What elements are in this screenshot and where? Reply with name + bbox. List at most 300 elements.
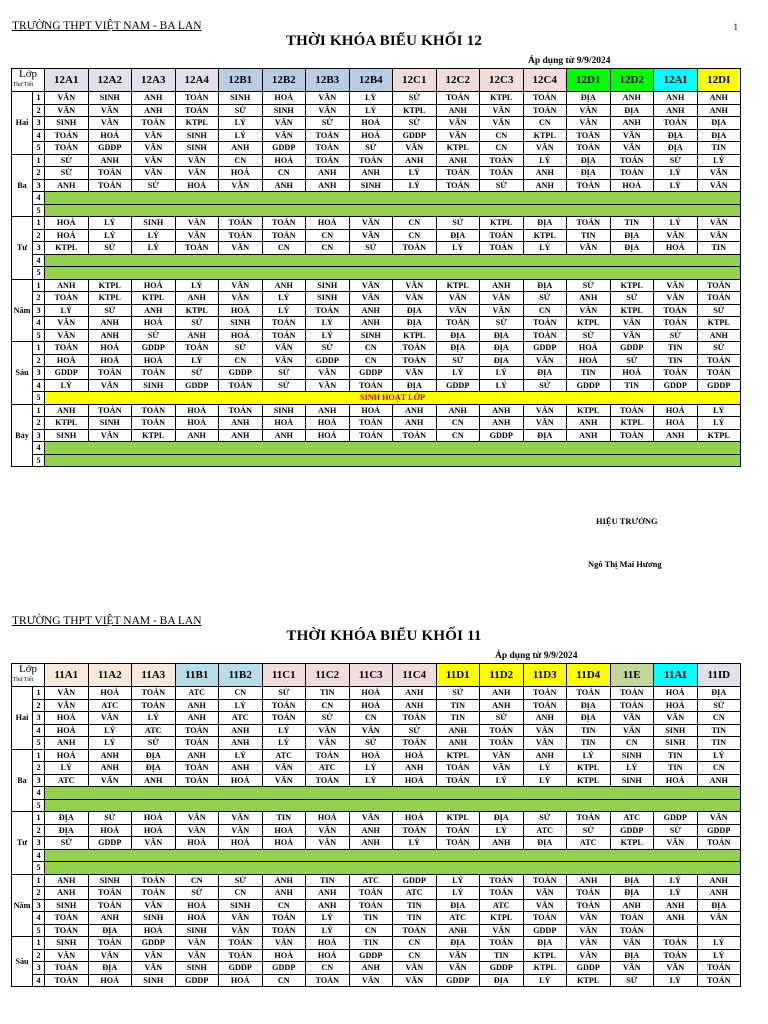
subject-cell: ANH <box>132 304 176 317</box>
subject-cell: ANH <box>88 317 132 330</box>
subject-cell: VĂN <box>523 899 567 912</box>
subject-cell: SỬ <box>393 117 437 130</box>
subject-cell: SỬ <box>349 737 393 750</box>
subject-cell: ĐỊA <box>654 142 698 155</box>
subject-cell: ANH <box>262 874 306 887</box>
period-number: 5 <box>33 454 45 467</box>
period-row <box>12 799 741 812</box>
subject-cell: ANH <box>436 404 480 417</box>
class-header: 11C3 <box>349 664 393 687</box>
subject-cell: VĂN <box>393 279 437 292</box>
period-number: 2 <box>33 292 45 305</box>
subject-cell: ĐỊA <box>610 104 654 117</box>
subject-cell: ANH <box>45 737 89 750</box>
period-number: 5 <box>33 924 45 937</box>
subject-cell: ANH <box>175 429 219 442</box>
subject-cell: TOÁN <box>480 229 524 242</box>
period-row <box>12 899 741 912</box>
subject-cell: LÝ <box>523 774 567 787</box>
subject-cell: ĐỊA <box>567 167 611 180</box>
class-header: 12B4 <box>349 69 393 92</box>
subject-cell: TOÁN <box>306 749 350 762</box>
period-number: 4 <box>33 379 45 392</box>
subject-cell: HOÁ <box>45 229 89 242</box>
period-number: 5 <box>33 862 45 875</box>
period-row <box>12 812 741 825</box>
period-row <box>12 192 741 205</box>
subject-cell: VĂN <box>132 142 176 155</box>
period-number: 4 <box>33 129 45 142</box>
subject-cell: ATC <box>175 687 219 700</box>
subject-cell: TOÁN <box>132 874 176 887</box>
subject-cell: HOÁ <box>262 92 306 105</box>
subject-cell: HOÁ <box>132 279 176 292</box>
subject-cell: ĐỊA <box>523 937 567 950</box>
period-number: 3 <box>33 242 45 255</box>
subject-cell: ANH <box>393 762 437 775</box>
subject-cell: ĐỊA <box>523 837 567 850</box>
subject-cell: GDDP <box>349 367 393 380</box>
subject-cell: TOÁN <box>480 737 524 750</box>
subject-cell: SỬ <box>523 812 567 825</box>
subject-cell: SỬ <box>393 724 437 737</box>
subject-cell: ĐỊA <box>393 379 437 392</box>
subject-cell: ANH <box>45 179 89 192</box>
subject-cell: LÝ <box>88 724 132 737</box>
subject-cell: LÝ <box>480 379 524 392</box>
subject-cell: SỬ <box>262 367 306 380</box>
subject-cell: TOÁN <box>175 242 219 255</box>
period-row <box>12 392 741 405</box>
subject-cell: GDDP <box>654 379 698 392</box>
period-row <box>12 429 741 442</box>
subject-cell: ANH <box>523 179 567 192</box>
subject-cell: TOÁN <box>480 242 524 255</box>
subject-cell: LÝ <box>697 404 741 417</box>
subject-cell: TOÁN <box>306 154 350 167</box>
subject-cell: SỬ <box>436 217 480 230</box>
subject-cell: ANH <box>436 724 480 737</box>
subject-cell: ANH <box>45 279 89 292</box>
subject-cell: SỬ <box>349 242 393 255</box>
subject-cell: KTPL <box>45 242 89 255</box>
subject-cell: ĐỊA <box>567 92 611 105</box>
subject-cell: VĂN <box>393 974 437 987</box>
subject-cell: VĂN <box>697 179 741 192</box>
subject-cell: KTPL <box>523 949 567 962</box>
subject-cell: LÝ <box>436 887 480 900</box>
subject-cell: CN <box>219 887 263 900</box>
applied-date: Áp dụng từ 9/9/2024 <box>495 651 578 661</box>
subject-cell: TOÁN <box>262 712 306 725</box>
subject-cell: GDDP <box>219 367 263 380</box>
subject-cell: SỬ <box>262 687 306 700</box>
subject-cell: TOÁN <box>45 962 89 975</box>
subject-cell: TOÁN <box>219 229 263 242</box>
subject-cell: TOÁN <box>697 367 741 380</box>
empty-period <box>45 454 741 467</box>
subject-cell: VĂN <box>349 217 393 230</box>
period-number: 4 <box>33 317 45 330</box>
subject-cell: VĂN <box>610 937 654 950</box>
tiet-label: Tiết <box>23 82 34 88</box>
subject-cell: TOÁN <box>523 687 567 700</box>
subject-cell: VĂN <box>88 429 132 442</box>
subject-cell: KTPL <box>132 429 176 442</box>
subject-cell: ANH <box>219 762 263 775</box>
subject-cell: ANH <box>480 687 524 700</box>
subject-cell: SINH <box>219 92 263 105</box>
subject-cell: TOÁN <box>523 699 567 712</box>
subject-cell: ATC <box>480 899 524 912</box>
subject-cell: ANH <box>45 874 89 887</box>
subject-cell: ANH <box>45 404 89 417</box>
subject-cell: HOÁ <box>219 304 263 317</box>
subject-cell: CN <box>610 737 654 750</box>
subject-cell: VĂN <box>219 242 263 255</box>
subject-cell: LÝ <box>88 217 132 230</box>
subject-cell: TOÁN <box>262 217 306 230</box>
day-label: Ba <box>12 154 33 217</box>
subject-cell: LÝ <box>45 762 89 775</box>
subject-cell: LÝ <box>219 749 263 762</box>
period-row <box>12 837 741 850</box>
subject-cell: VĂN <box>306 824 350 837</box>
subject-cell: KTPL <box>567 762 611 775</box>
subject-cell: GDDP <box>567 962 611 975</box>
period-row <box>12 417 741 430</box>
subject-cell: TOÁN <box>393 924 437 937</box>
period-number: 3 <box>33 117 45 130</box>
period-number: 2 <box>33 167 45 180</box>
subject-cell: ANH <box>393 154 437 167</box>
subject-cell: CN <box>262 974 306 987</box>
subject-cell: LÝ <box>262 292 306 305</box>
subject-cell: TOÁN <box>567 217 611 230</box>
subject-cell: TOÁN <box>262 317 306 330</box>
subject-cell: ĐỊA <box>436 329 480 342</box>
subject-cell: SỬ <box>219 104 263 117</box>
subject-cell: TOÁN <box>567 887 611 900</box>
subject-cell: VĂN <box>88 949 132 962</box>
subject-cell: TOÁN <box>480 887 524 900</box>
period-number: 4 <box>33 254 45 267</box>
subject-cell: VĂN <box>45 329 89 342</box>
period-number: 2 <box>33 354 45 367</box>
period-row <box>12 254 741 267</box>
subject-cell: HOÁ <box>175 404 219 417</box>
class-header: 12DI <box>697 69 741 92</box>
subject-cell: VĂN <box>610 712 654 725</box>
subject-cell: TOÁN <box>393 242 437 255</box>
subject-cell: TOÁN <box>88 887 132 900</box>
subject-cell: VĂN <box>306 724 350 737</box>
subject-cell: SỬ <box>88 242 132 255</box>
subject-cell: TIN <box>654 342 698 355</box>
subject-cell: VĂN <box>306 367 350 380</box>
subject-cell: GDDP <box>132 937 176 950</box>
subject-cell: CN <box>219 687 263 700</box>
subject-cell: TIN <box>567 367 611 380</box>
period-row <box>12 304 741 317</box>
subject-cell: TOÁN <box>393 429 437 442</box>
subject-cell: VĂN <box>523 404 567 417</box>
period-number: 1 <box>33 812 45 825</box>
subject-cell: TOÁN <box>436 837 480 850</box>
subject-cell: VĂN <box>219 924 263 937</box>
subject-cell: LÝ <box>175 279 219 292</box>
period-row <box>12 687 741 700</box>
period-number: 1 <box>33 404 45 417</box>
subject-cell: GDDP <box>393 129 437 142</box>
subject-cell: LÝ <box>262 737 306 750</box>
subject-cell: HOÁ <box>88 129 132 142</box>
subject-cell: TOÁN <box>349 417 393 430</box>
subject-cell: TOÁN <box>262 699 306 712</box>
period-row <box>12 129 741 142</box>
subject-cell: GDDP <box>610 342 654 355</box>
subject-cell: HOÁ <box>306 812 350 825</box>
day-label: Tư <box>12 812 33 875</box>
subject-cell: VĂN <box>175 812 219 825</box>
period-row <box>12 749 741 762</box>
subject-cell: HOÁ <box>393 749 437 762</box>
thu-label: Thứ <box>12 677 23 683</box>
subject-cell: HOÁ <box>567 342 611 355</box>
subject-cell: VĂN <box>654 962 698 975</box>
subject-cell: SINH <box>262 104 306 117</box>
period-row <box>12 912 741 925</box>
subject-cell: VĂN <box>306 737 350 750</box>
subject-cell: LÝ <box>697 154 741 167</box>
subject-cell: ĐỊA <box>132 762 176 775</box>
period-number: 2 <box>33 104 45 117</box>
subject-cell: VĂN <box>697 217 741 230</box>
subject-cell: TOÁN <box>436 92 480 105</box>
subject-cell: VĂN <box>393 142 437 155</box>
subject-cell: SINH <box>262 404 306 417</box>
subject-cell: ANH <box>306 899 350 912</box>
subject-cell: ATC <box>523 824 567 837</box>
subject-cell: TOÁN <box>306 974 350 987</box>
subject-cell: ANH <box>219 724 263 737</box>
subject-cell: ANH <box>349 962 393 975</box>
subject-cell: TOÁN <box>393 342 437 355</box>
period-number: 5 <box>33 142 45 155</box>
subject-cell: GDDP <box>393 874 437 887</box>
subject-cell: HOÁ <box>45 712 89 725</box>
subject-cell: TOÁN <box>697 292 741 305</box>
subject-cell: LÝ <box>45 304 89 317</box>
period-row <box>12 117 741 130</box>
subject-cell: HOÁ <box>610 179 654 192</box>
subject-cell: SINH <box>610 774 654 787</box>
subject-cell: ĐỊA <box>393 317 437 330</box>
period-number: 2 <box>33 762 45 775</box>
subject-cell: SINH <box>654 737 698 750</box>
subject-cell: ĐỊA <box>523 279 567 292</box>
period-number: 3 <box>33 429 45 442</box>
period-row <box>12 342 741 355</box>
sheet-header <box>0 595 768 663</box>
subject-cell: SỬ <box>610 292 654 305</box>
subject-cell: ANH <box>697 874 741 887</box>
subject-cell: ANH <box>697 329 741 342</box>
subject-cell: ATC <box>393 887 437 900</box>
subject-cell: GDDP <box>697 379 741 392</box>
empty-period <box>45 849 741 862</box>
subject-cell: SINH <box>175 962 219 975</box>
subject-cell: SINH <box>88 874 132 887</box>
subject-cell: LÝ <box>697 749 741 762</box>
subject-cell: HOÁ <box>306 937 350 950</box>
subject-cell: TOÁN <box>45 342 89 355</box>
subject-cell: VĂN <box>349 279 393 292</box>
subject-cell: VĂN <box>132 899 176 912</box>
subject-cell: TOÁN <box>654 304 698 317</box>
subject-cell: ĐỊA <box>610 874 654 887</box>
subject-cell: ĐỊA <box>523 429 567 442</box>
subject-cell: CN <box>436 429 480 442</box>
subject-cell: ANH <box>610 92 654 105</box>
subject-cell: HOÁ <box>45 749 89 762</box>
subject-cell: HOÁ <box>654 242 698 255</box>
subject-cell: ANH <box>132 774 176 787</box>
subject-cell: GDDP <box>480 429 524 442</box>
period-row <box>12 279 741 292</box>
period-row <box>12 154 741 167</box>
subject-cell: KTPL <box>480 92 524 105</box>
subject-cell: LÝ <box>654 887 698 900</box>
subject-cell: LÝ <box>697 417 741 430</box>
subject-cell: KTPL <box>436 142 480 155</box>
subject-cell: VĂN <box>219 824 263 837</box>
subject-cell: TIN <box>436 699 480 712</box>
class-header: 11A3 <box>132 664 176 687</box>
subject-cell: SỬ <box>480 317 524 330</box>
subject-cell: ANH <box>132 104 176 117</box>
subject-cell: ATC <box>45 774 89 787</box>
subject-cell: ANH <box>349 167 393 180</box>
subject-cell: TOÁN <box>306 142 350 155</box>
subject-cell: VĂN <box>45 317 89 330</box>
subject-cell: KTPL <box>132 292 176 305</box>
class-corner-header <box>12 69 45 92</box>
period-row <box>12 937 741 950</box>
subject-cell: VĂN <box>393 292 437 305</box>
empty-period <box>45 254 741 267</box>
subject-cell: LÝ <box>654 874 698 887</box>
timetable-sheet-grade-11 <box>0 595 768 985</box>
subject-cell: VĂN <box>219 812 263 825</box>
period-number: 3 <box>33 837 45 850</box>
subject-cell: VĂN <box>567 242 611 255</box>
subject-cell: TOÁN <box>45 924 89 937</box>
subject-cell: LÝ <box>349 762 393 775</box>
subject-cell: HOÁ <box>567 354 611 367</box>
subject-cell: LÝ <box>523 154 567 167</box>
subject-cell: TOÁN <box>88 404 132 417</box>
day-label: Năm <box>12 874 33 937</box>
subject-cell: TOÁN <box>523 329 567 342</box>
subject-cell: ANH <box>654 92 698 105</box>
subject-cell: VĂN <box>697 229 741 242</box>
lop-label: Lớp <box>18 68 38 80</box>
class-header: 12D2 <box>610 69 654 92</box>
subject-cell: GDDP <box>567 379 611 392</box>
subject-cell: TOÁN <box>654 937 698 950</box>
subject-cell: TOÁN <box>610 687 654 700</box>
subject-cell: TOÁN <box>132 699 176 712</box>
subject-cell: VĂN <box>175 937 219 950</box>
tiet-label: Tiết <box>23 677 34 683</box>
subject-cell: TIN <box>349 937 393 950</box>
subject-cell: KTPL <box>436 812 480 825</box>
subject-cell: ANH <box>654 912 698 925</box>
lop-label: Lớp <box>18 663 38 675</box>
class-header: 12B1 <box>219 69 263 92</box>
subject-cell: LÝ <box>306 924 350 937</box>
subject-cell: SỬ <box>175 887 219 900</box>
subject-cell: VĂN <box>393 962 437 975</box>
subject-cell: TOÁN <box>697 279 741 292</box>
subject-cell: ANH <box>480 417 524 430</box>
subject-cell: GDDP <box>654 812 698 825</box>
subject-cell: ĐỊA <box>132 749 176 762</box>
subject-cell: VĂN <box>567 912 611 925</box>
class-header: 12A4 <box>175 69 219 92</box>
subject-cell: TOÁN <box>480 154 524 167</box>
subject-cell: VĂN <box>219 179 263 192</box>
subject-cell: HOÁ <box>349 687 393 700</box>
subject-cell: ANH <box>219 142 263 155</box>
class-header: 12B2 <box>262 69 306 92</box>
period-number: 3 <box>33 899 45 912</box>
subject-cell: HOÁ <box>219 329 263 342</box>
subject-cell: LÝ <box>88 737 132 750</box>
subject-cell: VĂN <box>523 142 567 155</box>
subject-cell: HOÁ <box>306 429 350 442</box>
subject-cell: LÝ <box>697 949 741 962</box>
subject-cell: VĂN <box>610 329 654 342</box>
subject-cell: ĐỊA <box>88 962 132 975</box>
subject-cell: LÝ <box>349 92 393 105</box>
subject-cell: KTPL <box>436 279 480 292</box>
period-row <box>12 454 741 467</box>
subject-cell: TOÁN <box>175 762 219 775</box>
subject-cell: SỬ <box>262 379 306 392</box>
subject-cell: ATC <box>262 749 306 762</box>
subject-cell: ANH <box>393 699 437 712</box>
period-row <box>12 229 741 242</box>
subject-cell: VĂN <box>262 937 306 950</box>
subject-cell: KTPL <box>567 317 611 330</box>
period-row <box>12 774 741 787</box>
subject-cell: VĂN <box>480 117 524 130</box>
subject-cell: HOÁ <box>393 812 437 825</box>
subject-cell: SINH <box>45 429 89 442</box>
class-corner-header <box>12 664 45 687</box>
subject-cell: VĂN <box>219 292 263 305</box>
subject-cell: SỬ <box>132 179 176 192</box>
period-row <box>12 974 741 987</box>
subject-cell: VĂN <box>567 924 611 937</box>
period-number: 3 <box>33 712 45 725</box>
period-row <box>12 329 741 342</box>
subject-cell: HOÁ <box>219 837 263 850</box>
subject-cell: SINH <box>132 912 176 925</box>
subject-cell: LÝ <box>175 354 219 367</box>
